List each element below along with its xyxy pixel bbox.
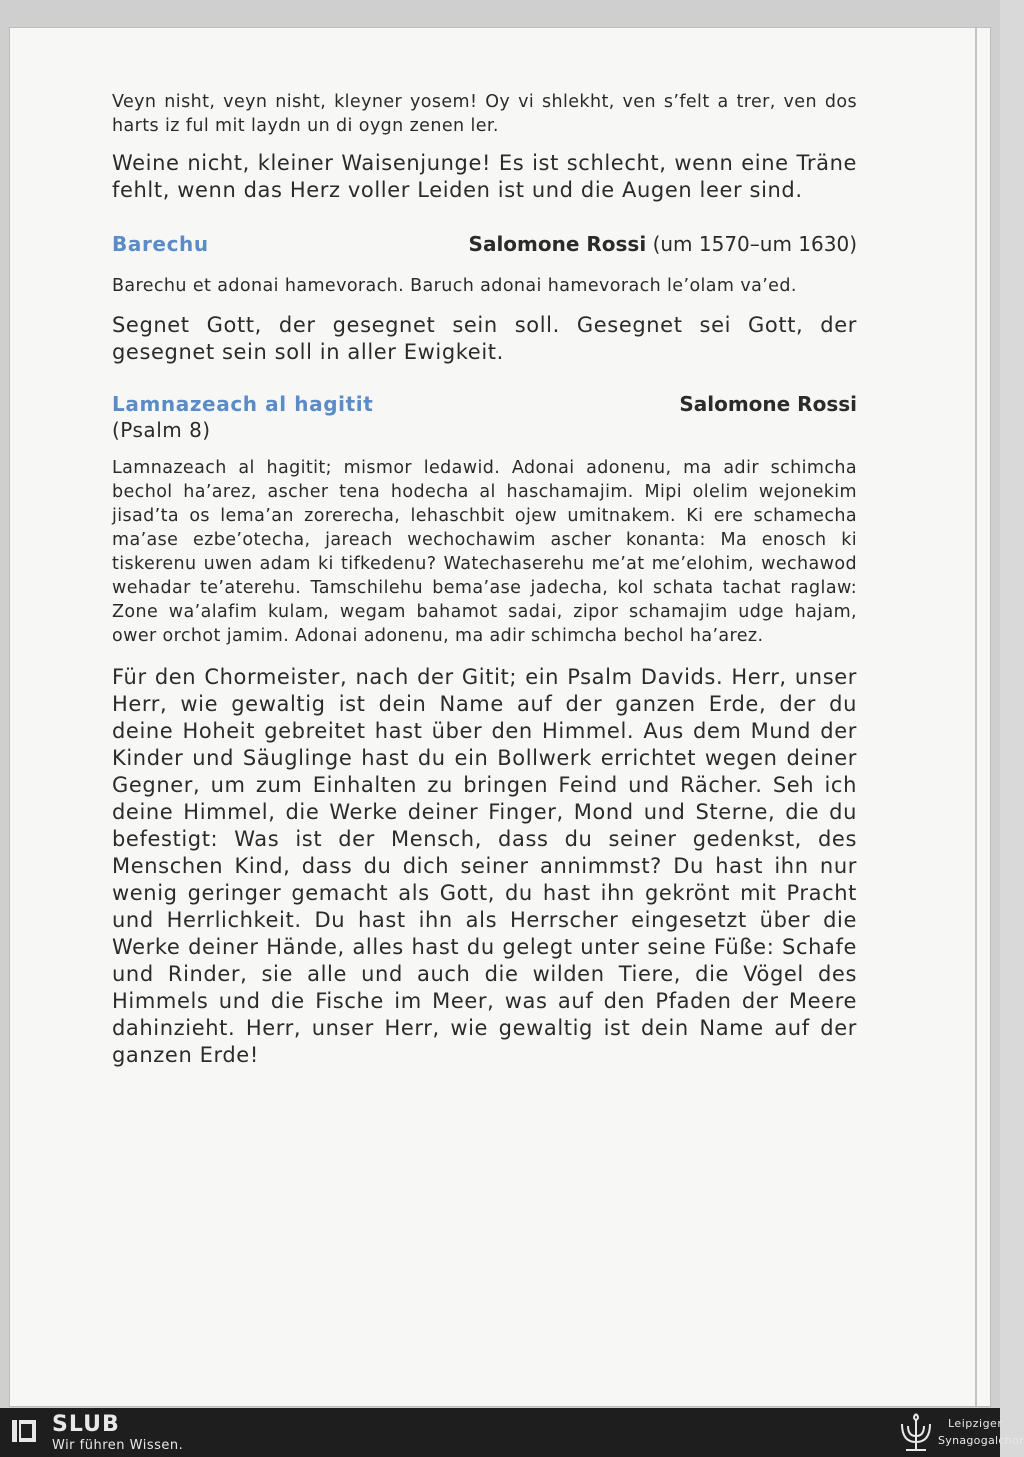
page-edge [975, 28, 977, 1406]
slub-logo-icon [12, 1420, 36, 1442]
composer-dates: (um 1570–um 1630) [652, 232, 857, 256]
piece-title: Lamnazeach al hagitit [112, 392, 374, 416]
piece-title: Barechu [112, 232, 209, 256]
composer-name: Salomone Rossi [468, 232, 647, 256]
menorah-logo-icon [896, 1412, 936, 1454]
composer-credit [469, 232, 857, 256]
piece-heading-lamnazeach [112, 392, 857, 416]
piece-heading-barechu [112, 232, 857, 256]
brand-name: SLUB [52, 1412, 120, 1437]
composer-name: Salomone Rossi [679, 392, 857, 416]
yiddish-lyrics: Veyn nisht, veyn nisht, kleyner yosem! Oy vi shlekht, ven s’felt a trer, ven dos harts iz ful mit laydn un di oygn zenen ler. [112, 92, 857, 136]
german-translation: Für den Chormeister, nach der Gitit; ein Psalm Davids. Herr, unser Herr, wie gewaltig ist dein Name auf der ganzen Erde, der du deine Hoheit gebreitet hast über den Himmel. Aus dem Mund der Kinder und Säuglinge hast du ein Bollwerk errichtet wegen deiner Gegner, um zum Einhalten zu bringen Feind und Rächer. Seh ich deine Himmel, die Werke deiner Finger, Mond und Sterne, die du befestigt: Was ist der Mensch, dass du seiner gedenkst, des Menschen Kind, dass du dich seiner annimmst? Du hast ihn nur wenig geringer gemacht als Gott, du hast ihn gekrönt mit Pracht und Herrlichkeit. Du hast ihn als Herrscher eingesetzt über die Werke deiner Hände, alles hast du gelegt unter seine Füße: Schafe und Rinder, sie alle und auch die wilden Tiere, die Vögel des Himmels und die Fische im Meer, was auf den Pfaden der Meere dahinzieht. Herr, unser Herr, wie gewaltig ist dein Name auf der ganzen Erde! [112, 665, 857, 1067]
partner-name-line1: Leipziger [948, 1417, 1003, 1430]
hebrew-lyrics: Barechu et adonai hamevorach. Baruch adonai hamevorach le’olam va’ed. [112, 276, 797, 296]
page-content [112, 90, 857, 1069]
hebrew-lyrics: Lamnazeach al hagitit; mismor ledawid. Adonai adonenu, ma adir schimcha bechol ha’arez, ascher tena hodecha al haschamajim. Mipi olelim wejonekim jisad’ta os lema’an zorerecha, lehaschbit ojew umitnakem. Ki ere schamecha ma’ase ezbe’otecha, jareach wechochawim ascher konanta: Ma enosch ki tiskerenu uwen adam ki tifkedenu? Watechaserehu me’at me’elohim, wechawod wehadar te’aterehu. Tamschilehu bema’ase jadecha, kol schata tachat raglaw: Zone wa’alafim kulam, wegam bahamot sadai, zipor schamajim udge hajam, ower orchot jamim. Adonai adonenu, ma adir schimcha bechol ha’arez. [112, 458, 857, 646]
partner-name-line2: Synagogalchor [938, 1434, 1024, 1447]
german-translation: Segnet Gott, der gesegnet sein soll. Gesegnet sei Gott, der gesegnet sein soll in aller Ewigkeit. [112, 313, 857, 364]
footer-bar [0, 1408, 1024, 1457]
composer-credit [679, 392, 857, 416]
brand-tagline: Wir führen Wissen. [52, 1438, 184, 1453]
german-translation: Weine nicht, kleiner Waisenjunge! Es ist schlecht, wenn eine Träne fehlt, wenn das Herz voller Leiden ist und die Augen leer sind. [112, 151, 857, 202]
piece-subtitle: (Psalm 8) [112, 418, 211, 442]
